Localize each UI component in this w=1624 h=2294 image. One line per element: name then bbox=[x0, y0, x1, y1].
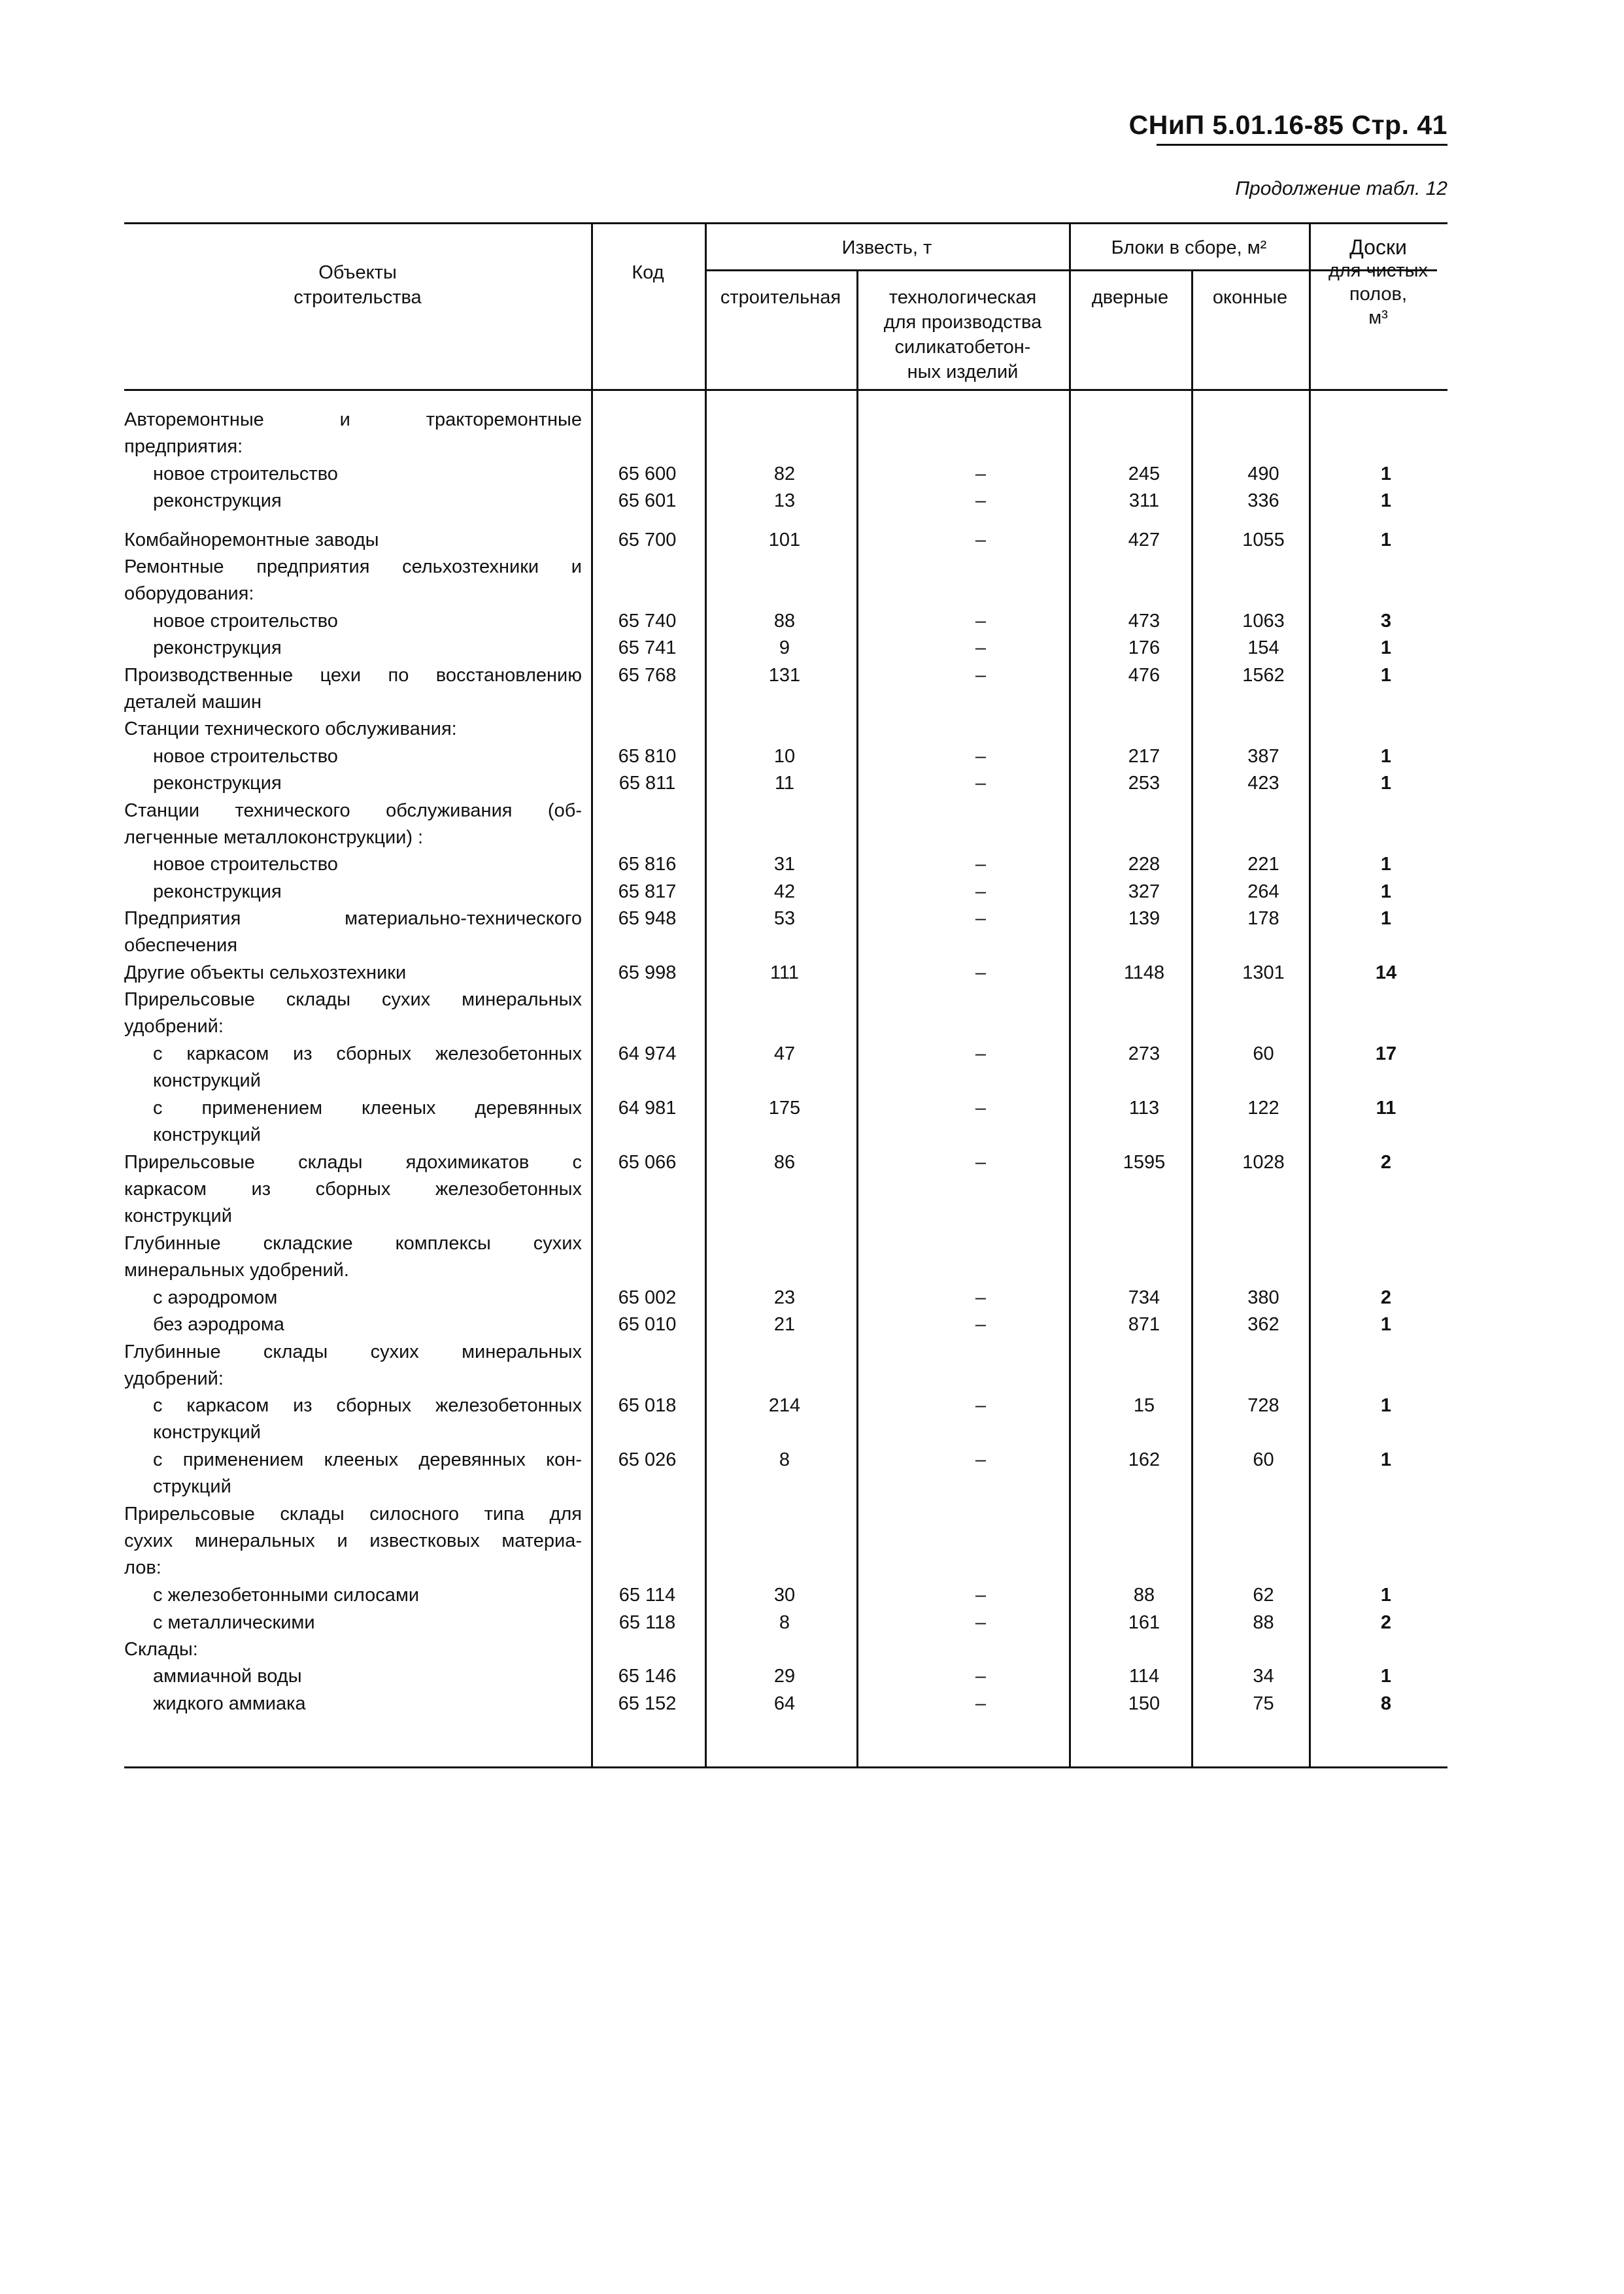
row-object-name-line: без аэродрома bbox=[153, 1314, 284, 1336]
row-blocks-window: 728 bbox=[1247, 1395, 1279, 1417]
row-code: 65 740 bbox=[618, 610, 677, 632]
row-object-name bbox=[124, 1149, 582, 1230]
row-blocks-window: 60 bbox=[1253, 1043, 1274, 1065]
row-boards: 1 bbox=[1380, 664, 1392, 686]
row-lime-tech: – bbox=[975, 1611, 987, 1633]
header-objects-line: строительства bbox=[294, 287, 422, 308]
row-code: 65 741 bbox=[618, 637, 677, 659]
row-lime-construction: 31 bbox=[773, 854, 796, 875]
row-blocks-door: 15 bbox=[1133, 1395, 1155, 1417]
row-object-name bbox=[124, 770, 582, 797]
row-object-name bbox=[124, 798, 582, 851]
row-blocks-window: 1562 bbox=[1242, 664, 1285, 686]
row-lime-tech: – bbox=[975, 1043, 987, 1065]
header-lime-tech-line: ных изделий bbox=[907, 362, 1019, 382]
header-code: Код bbox=[632, 262, 664, 283]
row-lime-construction: 8 bbox=[779, 1449, 790, 1471]
row-object-name bbox=[124, 461, 582, 488]
header-objects-line: Объекты bbox=[318, 262, 397, 283]
row-code: 64 981 bbox=[618, 1098, 677, 1119]
row-object-name bbox=[124, 1311, 582, 1338]
header-lime-tech-line: для производства bbox=[883, 312, 1042, 333]
row-blocks-window: 380 bbox=[1247, 1287, 1279, 1308]
row-lime-tech: – bbox=[975, 1585, 987, 1606]
row-boards: 1 bbox=[1380, 529, 1392, 550]
row-lime-construction: 47 bbox=[773, 1043, 796, 1065]
row-lime-construction: 30 bbox=[773, 1585, 796, 1606]
row-object-name-line: жидкого аммиака bbox=[153, 1693, 306, 1714]
row-object-name bbox=[124, 716, 582, 743]
header-lime-construction: строительная bbox=[720, 287, 841, 308]
row-blocks-door: 245 bbox=[1128, 463, 1160, 484]
row-object-name bbox=[124, 1285, 582, 1311]
row-code: 65 146 bbox=[618, 1666, 677, 1687]
row-lime-construction: 10 bbox=[773, 745, 796, 767]
row-object-name-line: конструкций bbox=[124, 1205, 232, 1226]
row-blocks-window: 362 bbox=[1247, 1314, 1279, 1336]
row-object-name bbox=[124, 1691, 582, 1717]
row-object-name bbox=[124, 554, 582, 607]
row-object-name-line: струкций bbox=[153, 1476, 231, 1498]
row-object-name-line: удобрений: bbox=[124, 1016, 224, 1037]
row-blocks-window: 154 bbox=[1247, 637, 1279, 659]
row-object-name-line: с аэродромом bbox=[153, 1287, 278, 1308]
row-code: 65 700 bbox=[618, 529, 677, 550]
header-lime-tech-line: силикатобетон- bbox=[894, 337, 1031, 358]
row-lime-construction: 86 bbox=[773, 1151, 796, 1173]
row-boards: 1 bbox=[1380, 463, 1392, 484]
row-lime-construction: 23 bbox=[773, 1287, 796, 1308]
row-object-name-line: с металлическими bbox=[153, 1611, 315, 1633]
continuation-note: Продолжение табл. 12 bbox=[1235, 178, 1447, 199]
row-object-name-line: новое строительство bbox=[153, 745, 338, 767]
row-lime-construction: 101 bbox=[768, 529, 801, 550]
row-object-name-line: аммиачной воды bbox=[153, 1666, 302, 1687]
row-blocks-door: 150 bbox=[1128, 1693, 1160, 1714]
row-object-name bbox=[124, 1041, 582, 1094]
row-object-name-line: легченные металлоконструкции) : bbox=[124, 826, 424, 848]
row-object-name-line: реконструкция bbox=[153, 881, 282, 902]
row-object-name-line: реконструкция bbox=[153, 490, 282, 512]
row-boards: 1 bbox=[1380, 1449, 1392, 1471]
row-object-name-line: Прирельсовые склады силосного типа для bbox=[124, 1504, 582, 1525]
row-lime-tech: – bbox=[975, 962, 987, 983]
row-object-name bbox=[124, 488, 582, 514]
row-lime-construction: 131 bbox=[768, 664, 801, 686]
table-top-rule bbox=[124, 222, 1447, 224]
row-code: 65 811 bbox=[618, 773, 676, 794]
row-object-name-line: с железобетонными силосами bbox=[153, 1585, 420, 1606]
header-boards-line: м³ bbox=[1368, 307, 1388, 328]
row-blocks-door: 327 bbox=[1128, 881, 1160, 902]
header-boards-line: для чистых bbox=[1328, 260, 1429, 281]
row-blocks-window: 387 bbox=[1247, 745, 1279, 767]
row-lime-tech: – bbox=[975, 490, 987, 512]
row-lime-tech: – bbox=[975, 463, 987, 484]
row-blocks-window: 423 bbox=[1247, 773, 1279, 794]
row-code: 65 817 bbox=[618, 881, 677, 902]
row-object-name-line: Другие объекты сельхозтехники bbox=[124, 962, 407, 983]
row-object-name-line: сухих минеральных и известковых материа- bbox=[124, 1530, 582, 1551]
row-object-name-line: удобрений: bbox=[124, 1368, 224, 1389]
row-code: 65 948 bbox=[618, 908, 677, 930]
row-blocks-window: 264 bbox=[1247, 881, 1279, 902]
row-code: 65 816 bbox=[618, 854, 677, 875]
row-boards: 1 bbox=[1380, 1585, 1392, 1606]
row-code: 65 601 bbox=[618, 490, 677, 512]
row-object-name-line: Станции технического обслуживания (об- bbox=[124, 800, 582, 821]
row-lime-tech: – bbox=[975, 773, 987, 794]
header-blocks-door: дверные bbox=[1091, 287, 1169, 308]
row-object-name-line: Предприятия материально-технического bbox=[124, 908, 582, 930]
row-code: 65 026 bbox=[618, 1449, 677, 1471]
row-blocks-door: 273 bbox=[1128, 1043, 1160, 1065]
row-object-name bbox=[124, 635, 582, 662]
row-object-name bbox=[124, 851, 582, 878]
row-code: 65 600 bbox=[618, 463, 677, 484]
row-boards: 1 bbox=[1380, 854, 1392, 875]
row-blocks-door: 1148 bbox=[1123, 962, 1165, 983]
row-blocks-door: 161 bbox=[1128, 1611, 1160, 1633]
row-lime-construction: 9 bbox=[779, 637, 790, 659]
row-lime-tech: – bbox=[975, 1666, 987, 1687]
row-lime-construction: 8 bbox=[779, 1611, 790, 1633]
row-lime-tech: – bbox=[975, 1287, 987, 1308]
row-lime-tech: – bbox=[975, 1693, 987, 1714]
col-sep-boards bbox=[1309, 222, 1311, 1766]
row-boards: 2 bbox=[1380, 1287, 1392, 1308]
header-lime: Известь, т bbox=[841, 237, 932, 258]
row-blocks-door: 253 bbox=[1128, 773, 1160, 794]
row-object-name-line: Ремонтные предприятия сельхозтехники и bbox=[124, 556, 582, 577]
row-object-name-line: Глубинные склады сухих минеральных bbox=[124, 1341, 582, 1362]
row-object-name bbox=[124, 662, 582, 716]
row-object-name-line: новое строительство bbox=[153, 463, 338, 484]
row-lime-tech: – bbox=[975, 1395, 987, 1417]
row-lime-construction: 13 bbox=[773, 490, 796, 512]
row-blocks-door: 734 bbox=[1128, 1287, 1160, 1308]
row-lime-construction: 175 bbox=[768, 1098, 801, 1119]
row-blocks-window: 1301 bbox=[1242, 962, 1285, 983]
page-header: СНиП 5.01.16-85 Стр. 41 bbox=[1128, 110, 1447, 140]
row-blocks-door: 162 bbox=[1128, 1449, 1160, 1471]
row-blocks-window: 1063 bbox=[1242, 610, 1285, 632]
row-object-name-line: конструкций bbox=[153, 1070, 261, 1092]
row-blocks-door: 1595 bbox=[1123, 1151, 1166, 1173]
row-code: 65 018 bbox=[618, 1395, 677, 1417]
row-blocks-door: 139 bbox=[1128, 908, 1160, 930]
header-rule bbox=[1157, 144, 1447, 146]
row-object-name bbox=[124, 1392, 582, 1446]
row-object-name-line: Прирельсовые склады сухих минеральных bbox=[124, 989, 582, 1011]
row-blocks-door: 427 bbox=[1128, 529, 1160, 550]
row-object-name bbox=[124, 743, 582, 770]
row-object-name-line: конструкций bbox=[153, 1422, 261, 1443]
row-object-name-line: конструкций bbox=[153, 1124, 261, 1145]
row-object-name bbox=[124, 1447, 582, 1500]
row-code: 65 810 bbox=[618, 745, 677, 767]
row-object-name bbox=[124, 960, 582, 987]
row-object-name bbox=[124, 1663, 582, 1690]
row-blocks-door: 114 bbox=[1128, 1666, 1160, 1687]
row-object-name-line: реконструкция bbox=[153, 637, 282, 659]
col-sep-lime-tech bbox=[856, 269, 858, 1766]
row-boards: 1 bbox=[1380, 1395, 1392, 1417]
row-boards: 1 bbox=[1380, 773, 1392, 794]
row-boards: 8 bbox=[1380, 1693, 1392, 1714]
row-lime-tech: – bbox=[975, 1314, 987, 1336]
row-boards: 1 bbox=[1380, 1314, 1392, 1336]
row-object-name bbox=[124, 1339, 582, 1392]
row-blocks-door: 871 bbox=[1128, 1314, 1160, 1336]
row-blocks-door: 473 bbox=[1128, 610, 1160, 632]
row-object-name-line: Прирельсовые склады ядохимикатов с bbox=[124, 1151, 582, 1173]
row-lime-tech: – bbox=[975, 529, 987, 550]
row-lime-construction: 11 bbox=[774, 773, 795, 794]
row-blocks-window: 122 bbox=[1247, 1098, 1279, 1119]
row-object-name-line: новое строительство bbox=[153, 854, 338, 875]
row-blocks-window: 34 bbox=[1253, 1666, 1274, 1687]
row-object-name-line: деталей машин bbox=[124, 691, 262, 713]
row-code: 65 998 bbox=[618, 962, 677, 983]
header-boards-line: Доски bbox=[1349, 235, 1407, 259]
data-table bbox=[124, 222, 1447, 1772]
row-boards: 17 bbox=[1375, 1043, 1397, 1065]
row-object-name-line: лов: bbox=[124, 1557, 161, 1578]
row-object-name-line: реконструкция bbox=[153, 773, 282, 794]
row-object-name-line: Станции технического обслуживания: bbox=[124, 718, 457, 740]
row-code: 65 114 bbox=[618, 1585, 676, 1606]
row-blocks-window: 62 bbox=[1253, 1585, 1274, 1606]
row-blocks-door: 88 bbox=[1133, 1585, 1155, 1606]
col-sep-code bbox=[591, 222, 593, 1766]
row-object-name bbox=[124, 1636, 582, 1663]
row-object-name-line: с каркасом из сборных железобетонных bbox=[153, 1395, 582, 1417]
row-blocks-door: 228 bbox=[1128, 854, 1160, 875]
row-object-name-line: новое строительство bbox=[153, 610, 338, 632]
row-lime-tech: – bbox=[975, 664, 987, 686]
row-blocks-door: 476 bbox=[1128, 664, 1160, 686]
row-lime-construction: 214 bbox=[768, 1395, 801, 1417]
row-object-name bbox=[124, 1582, 582, 1609]
row-object-name-line: Авторемонтные и тракторемонтные bbox=[124, 409, 582, 430]
row-object-name-line: Склады: bbox=[124, 1639, 198, 1660]
row-code: 65 118 bbox=[618, 1611, 676, 1633]
row-object-name-line: Производственные цехи по восстановлению bbox=[124, 664, 582, 686]
row-object-name bbox=[124, 608, 582, 635]
row-lime-tech: – bbox=[975, 745, 987, 767]
row-object-name bbox=[124, 1095, 582, 1149]
row-lime-construction: 88 bbox=[773, 610, 796, 632]
row-object-name bbox=[124, 905, 582, 959]
row-lime-construction: 53 bbox=[773, 908, 796, 930]
row-blocks-door: 217 bbox=[1128, 745, 1160, 767]
row-code: 65 002 bbox=[618, 1287, 677, 1308]
col-sep-lime bbox=[705, 222, 707, 1766]
row-boards: 1 bbox=[1380, 908, 1392, 930]
row-object-name-line: с применением клееных деревянных кон- bbox=[153, 1449, 582, 1471]
row-boards: 2 bbox=[1380, 1611, 1392, 1633]
header-lime-tech bbox=[856, 285, 1069, 384]
row-blocks-door: 311 bbox=[1128, 490, 1160, 512]
col-sep-blocks bbox=[1069, 222, 1071, 1766]
row-boards: 1 bbox=[1380, 490, 1392, 512]
header-boards-line: полов, bbox=[1349, 284, 1408, 305]
row-lime-construction: 29 bbox=[773, 1666, 796, 1687]
row-object-name-line: каркасом из сборных железобетонных bbox=[124, 1178, 582, 1200]
row-blocks-window: 1055 bbox=[1242, 529, 1285, 550]
row-boards: 3 bbox=[1380, 610, 1392, 632]
row-object-name bbox=[124, 1230, 582, 1284]
row-lime-tech: – bbox=[975, 1151, 987, 1173]
row-object-name-line: обеспечения bbox=[124, 935, 238, 956]
row-boards: 11 bbox=[1376, 1098, 1396, 1119]
row-lime-construction: 42 bbox=[773, 881, 796, 902]
row-object-name bbox=[124, 527, 582, 554]
row-object-name bbox=[124, 1501, 582, 1581]
header-objects bbox=[124, 260, 591, 310]
row-blocks-window: 490 bbox=[1247, 463, 1279, 484]
row-code: 65 152 bbox=[618, 1693, 677, 1714]
row-lime-construction: 21 bbox=[773, 1314, 796, 1336]
header-blocks-window: оконные bbox=[1212, 287, 1288, 308]
row-lime-tech: – bbox=[975, 854, 987, 875]
row-blocks-window: 336 bbox=[1247, 490, 1279, 512]
row-object-name-line: оборудования: bbox=[124, 583, 254, 604]
row-object-name bbox=[124, 879, 582, 905]
row-code: 64 974 bbox=[618, 1043, 677, 1065]
row-object-name bbox=[124, 1610, 582, 1636]
row-blocks-window: 1028 bbox=[1242, 1151, 1285, 1173]
row-object-name bbox=[124, 407, 582, 460]
row-boards: 14 bbox=[1375, 962, 1397, 983]
row-lime-construction: 82 bbox=[773, 463, 796, 484]
row-lime-tech: – bbox=[975, 637, 987, 659]
row-blocks-door: 176 bbox=[1128, 637, 1160, 659]
row-boards: 1 bbox=[1380, 745, 1392, 767]
row-code: 65 066 bbox=[618, 1151, 677, 1173]
row-code: 65 768 bbox=[618, 664, 677, 686]
row-lime-tech: – bbox=[975, 1449, 987, 1471]
row-blocks-door: 113 bbox=[1128, 1098, 1160, 1119]
row-lime-tech: – bbox=[975, 610, 987, 632]
row-blocks-window: 88 bbox=[1253, 1611, 1274, 1633]
row-boards: 2 bbox=[1380, 1151, 1392, 1173]
row-boards: 1 bbox=[1380, 637, 1392, 659]
row-lime-tech: – bbox=[975, 881, 987, 902]
row-object-name-line: Комбайноремонтные заводы bbox=[124, 529, 379, 550]
row-blocks-window: 60 bbox=[1253, 1449, 1274, 1471]
row-object-name bbox=[124, 987, 582, 1040]
row-object-name-line: минеральных удобрений. bbox=[124, 1260, 349, 1281]
row-object-name-line: предприятия: bbox=[124, 436, 243, 457]
row-blocks-window: 178 bbox=[1247, 908, 1279, 930]
header-boards bbox=[1309, 235, 1447, 329]
row-lime-construction: 64 bbox=[773, 1693, 796, 1714]
row-object-name-line: с применением клееных деревянных bbox=[153, 1098, 582, 1119]
row-object-name-line: с каркасом из сборных железобетонных bbox=[153, 1043, 582, 1065]
row-blocks-window: 221 bbox=[1247, 854, 1279, 875]
row-object-name-line: Глубинные складские комплексы сухих bbox=[124, 1233, 582, 1254]
row-lime-construction: 111 bbox=[770, 962, 800, 983]
row-blocks-window: 75 bbox=[1253, 1693, 1274, 1714]
row-lime-tech: – bbox=[975, 908, 987, 930]
row-lime-tech: – bbox=[975, 1098, 987, 1119]
row-boards: 1 bbox=[1380, 881, 1392, 902]
header-bottom-rule bbox=[124, 389, 1447, 391]
row-code: 65 010 bbox=[618, 1314, 677, 1336]
table-bottom-rule bbox=[124, 1766, 1447, 1768]
header-lime-tech-line: технологическая bbox=[888, 287, 1037, 308]
row-boards: 1 bbox=[1380, 1666, 1392, 1687]
header-blocks: Блоки в сборе, м² bbox=[1111, 237, 1267, 258]
